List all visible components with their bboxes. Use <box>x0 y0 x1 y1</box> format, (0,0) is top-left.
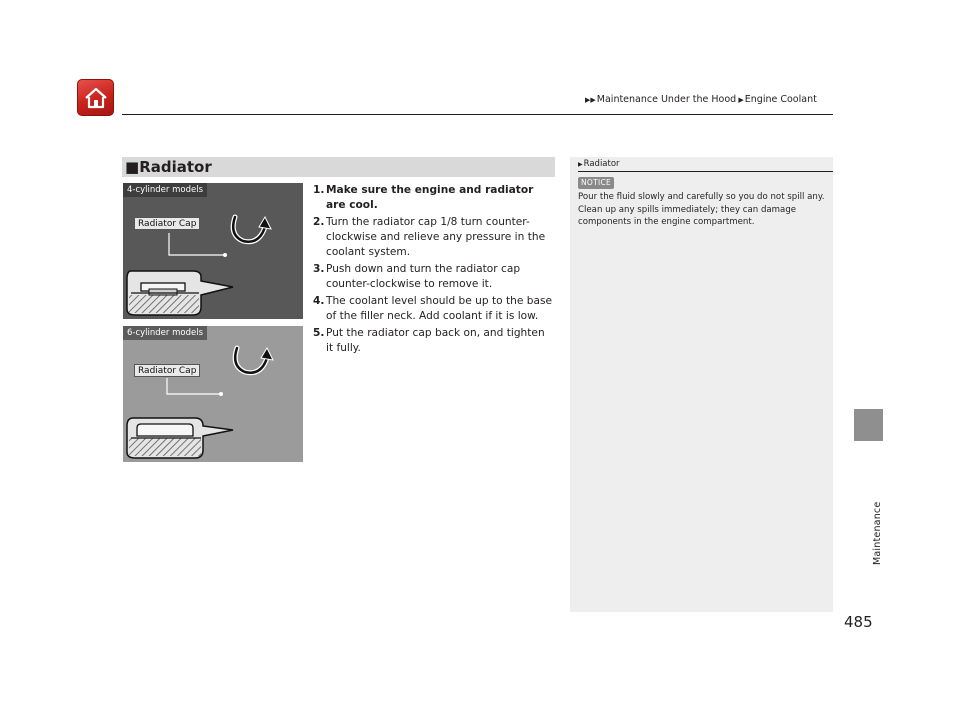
figure-6-cylinder <box>123 326 303 462</box>
procedure-steps <box>313 183 553 358</box>
chapter-label: Maintenance <box>872 501 883 565</box>
reference-arrow-icon: ▶ <box>578 161 583 168</box>
radiator-cap-illustration <box>123 183 303 319</box>
breadcrumb <box>585 94 817 105</box>
note-divider <box>578 171 833 172</box>
note-heading[interactable]: ▶Radiator <box>578 159 620 169</box>
note-text: Pour the fluid slowly and carefully so you do not spill any. Clean up any spills immediately; they can damage components in the engine compartment. <box>578 192 825 227</box>
section-title: ■Radiator <box>125 158 212 176</box>
radiator-cap-illustration <box>123 326 303 462</box>
notice-badge: NOTICE <box>578 177 614 189</box>
breadcrumb-item[interactable]: Engine Coolant <box>744 94 817 105</box>
callout-label: Radiator Cap <box>134 364 200 377</box>
step-item: 5. Put the radiator cap back on, and tighten it fully. <box>313 327 545 354</box>
page-number: 485 <box>844 613 873 631</box>
step-item: 4. The coolant level should be up to the base of the filler neck. Add coolant if it is low. <box>313 295 552 322</box>
section-heading <box>122 157 555 177</box>
figure-4-cylinder <box>123 183 303 319</box>
note-panel <box>570 157 833 612</box>
callout-label: Radiator Cap <box>134 217 200 230</box>
breadcrumb-item[interactable]: Maintenance Under the Hood <box>596 94 737 105</box>
step-item: 1. Make sure the engine and radiator are cool. <box>313 184 534 211</box>
home-button[interactable] <box>77 79 114 116</box>
model-tag: 6-cylinder models <box>123 326 207 340</box>
header-divider <box>122 114 833 115</box>
breadcrumb-arrow-icon: ▶▶ <box>585 96 596 104</box>
model-tag: 4-cylinder models <box>123 183 207 197</box>
home-icon <box>84 86 108 110</box>
step-item: 3. Push down and turn the radiator cap counter-clockwise to remove it. <box>313 263 521 290</box>
step-item: 2. Turn the radiator cap 1/8 turn counter-clockwise and relieve any pressure in the coolant system. <box>313 216 546 258</box>
breadcrumb-arrow-icon: ▶ <box>736 96 744 104</box>
